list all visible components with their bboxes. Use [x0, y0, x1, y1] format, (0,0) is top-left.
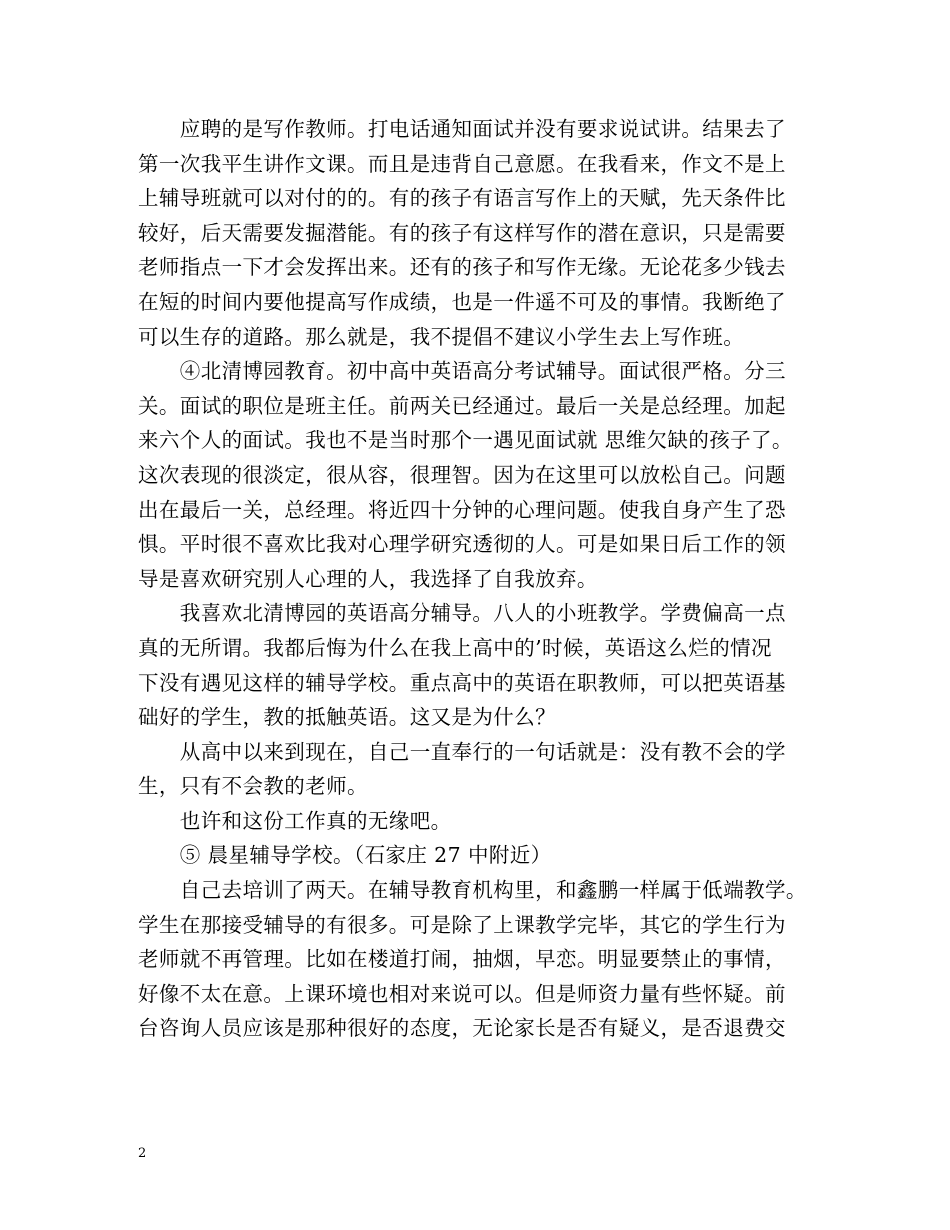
- text-line: 应聘的是写作教师。打电话通知面试并没有要求说试讲。结果去了: [138, 117, 786, 141]
- text-line: 也许和这份工作真的无缘吧。: [138, 808, 452, 833]
- text-line: 老师就不再管理。比如在楼道打闹，抽烟，早恋。明显要禁止的事情，: [138, 947, 786, 972]
- text-line: ④北清博园教育。初中高中英语高分考试辅导。面试很严格。分三: [138, 359, 786, 384]
- text-line: 础好的学生，教的抵触英语。这又是为什么？: [138, 705, 556, 730]
- text-line: 关。面试的职位是班主任。前两关已经通过。最后一关是总经理。加起: [138, 393, 786, 418]
- text-line: 可以生存的道路。那么就是，我不提倡不建议小学生去上写作班。: [138, 324, 745, 349]
- text-line: 自己去培训了两天。在辅导教育机构里，和鑫鹏一样属于低端教学。: [138, 878, 807, 903]
- text-line: 生，只有不会教的老师。: [138, 774, 368, 799]
- document-body: [138, 112, 828, 1046]
- text-line: 出在最后一关，总经理。将近四十分钟的心理问题。使我自身产生了恐: [138, 497, 786, 522]
- text-line: 下没有遇见这样的辅导学校。重点高中的英语在职教师，可以把英语基: [138, 670, 786, 695]
- text-line: 好像不太在意。上课环境也相对来说可以。但是师资力量有些怀疑。前: [138, 981, 786, 1006]
- text-line: 这次表现的很淡定，很从容，很理智。因为在这里可以放松自己。问题: [138, 462, 786, 487]
- text-line: 导是喜欢研究别人心理的人，我选择了自我放弃。: [138, 566, 598, 591]
- text-line: 在短的时间内要他提高写作成绩，也是一件遥不可及的事情。我断绝了: [138, 289, 786, 314]
- text-line: 从高中以来到现在，自己一直奉行的一句话就是：没有教不会的学: [138, 739, 786, 764]
- text-line: 台咨询人员应该是那种很好的态度，无论家长是否有疑义，是否退费交: [138, 1016, 786, 1041]
- text-line: 老师指点一下才会发挥出来。还有的孩子和写作无缘。无论花多少钱去: [138, 255, 786, 280]
- text-line: 我喜欢北清博园的英语高分辅导。八人的小班教学。学费偏高一点: [138, 601, 786, 626]
- text-line: 来六个人的面试。我也不是当时那个一遇见面试就 思维欠缺的孩子了。: [138, 428, 793, 453]
- text-line: 上辅导班就可以对付的的。有的孩子有语言写作上的天赋，先天条件比: [138, 186, 786, 211]
- page-number: 2: [138, 1146, 147, 1161]
- text-line: ⑤ 晨星辅导学校。（石家庄 27 中附近）: [138, 843, 552, 868]
- text-line: 真的无所谓。我都后悔为什么在我上高中的’时候，英语这么烂的情况: [138, 635, 772, 660]
- text-line: 惧。平时很不喜欢比我对心理学研究透彻的人。可是如果日后工作的领: [138, 532, 786, 557]
- text-line: 第一次我平生讲作文课。而且是违背自己意愿。在我看来，作文不是上: [138, 151, 786, 176]
- text-line: 学生在那接受辅导的有很多。可是除了上课教学完毕，其它的学生行为: [138, 912, 786, 937]
- text-line: 较好，后天需要发掘潜能。有的孩子有这样写作的潜在意识，只是需要: [138, 220, 786, 245]
